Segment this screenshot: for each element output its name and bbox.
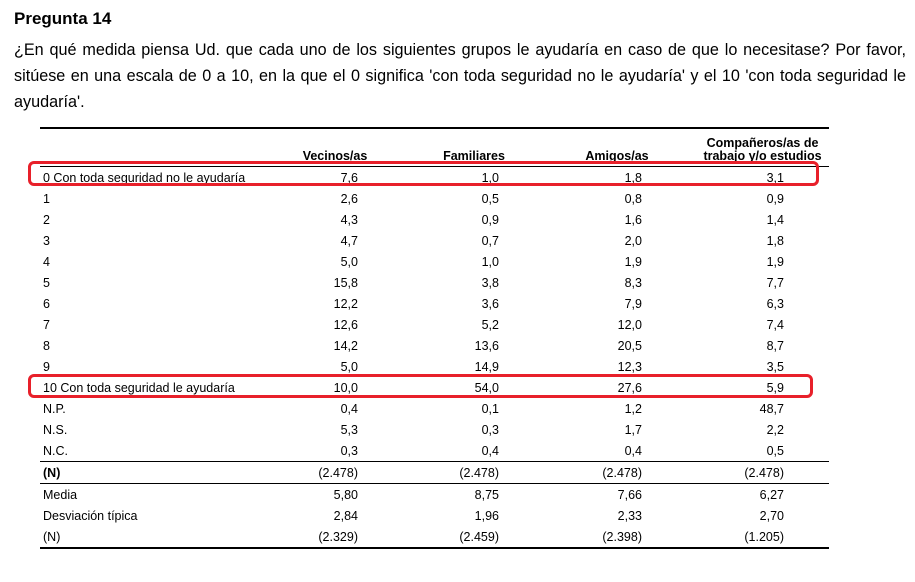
row-label: 5	[43, 276, 50, 290]
table-row	[40, 440, 829, 462]
cell-value: 0,4	[340, 402, 358, 416]
cell-value: 12,0	[617, 318, 642, 332]
cell-value: 6,3	[766, 297, 784, 311]
question-text: ¿En qué medida piensa Ud. que cada uno de los siguientes grupos le ayudaría en caso de que lo necesitase? Por favor, sitúese en una escala de 0 a 10, en la que el 0 significa 'con toda seguridad no le ayudaría' y el 10 'con toda seguridad le ayudaría'.	[14, 41, 906, 111]
cell-value: 1,9	[766, 255, 784, 269]
cell-value: (1.205)	[744, 530, 784, 544]
table-row	[40, 462, 829, 484]
cell-value: (2.478)	[744, 466, 784, 480]
table-row	[40, 314, 829, 335]
cell-value: 14,9	[474, 360, 499, 374]
cell-value: 5,0	[340, 255, 358, 269]
table-row	[40, 335, 829, 356]
row-label: 0 Con toda seguridad no le ayudaría	[43, 171, 246, 185]
table-row	[40, 209, 829, 230]
table-row	[40, 526, 829, 549]
cell-value: 12,3	[617, 360, 642, 374]
cell-value: 1,9	[624, 255, 642, 269]
cell-value: 12,6	[333, 318, 358, 332]
cell-value: 5,3	[340, 423, 358, 437]
table-row	[40, 398, 829, 419]
row-label: N.C.	[43, 444, 68, 458]
cell-value: 7,9	[624, 297, 642, 311]
cell-value: 2,2	[766, 423, 784, 437]
cell-value: 0,9	[481, 213, 499, 227]
cell-value: 7,6	[340, 171, 358, 185]
table-row	[40, 188, 829, 209]
row-label: 9	[43, 360, 50, 374]
cell-value: 0,8	[624, 192, 642, 206]
header-companeros: Compañeros/as de trabajo y/o estudios	[703, 137, 822, 163]
cell-value: 8,7	[766, 339, 784, 353]
row-label: (N)	[43, 466, 61, 480]
cell-value: 54,0	[474, 381, 499, 395]
cell-value: 7,7	[766, 276, 784, 290]
row-label: Media	[43, 488, 78, 502]
cell-value: 1,8	[624, 171, 642, 185]
cell-value: 2,70	[759, 509, 784, 523]
row-label: N.S.	[43, 423, 68, 437]
cell-value: 6,27	[759, 488, 784, 502]
cell-value: 1,2	[624, 402, 642, 416]
cell-value: 7,4	[766, 318, 784, 332]
highlight-box-row-0	[28, 161, 819, 186]
cell-value: 8,3	[624, 276, 642, 290]
cell-value: 1,0	[481, 255, 499, 269]
cell-value: 0,9	[766, 192, 784, 206]
cell-value: (2.398)	[602, 530, 642, 544]
row-label: 4	[43, 255, 50, 269]
cell-value: 0,4	[481, 444, 499, 458]
cell-value: (2.478)	[459, 466, 499, 480]
cell-value: 5,80	[333, 488, 358, 502]
cell-value: 5,2	[481, 318, 499, 332]
cell-value: 5,9	[766, 381, 784, 395]
cell-value: 3,8	[481, 276, 499, 290]
cell-value: 0,5	[766, 444, 784, 458]
table-body	[40, 166, 829, 549]
cell-value: 0,1	[481, 402, 499, 416]
results-table	[40, 127, 829, 549]
row-label: 2	[43, 213, 50, 227]
cell-value: 13,6	[474, 339, 499, 353]
cell-value: 7,66	[617, 488, 642, 502]
cell-value: 2,6	[340, 192, 358, 206]
cell-value: 1,7	[624, 423, 642, 437]
cell-value: 1,8	[766, 234, 784, 248]
cell-value: 3,1	[766, 171, 784, 185]
row-label: Desviación típica	[43, 509, 138, 523]
cell-value: 14,2	[333, 339, 358, 353]
row-label: 8	[43, 339, 50, 353]
cell-value: 48,7	[759, 402, 784, 416]
header-familiares: Familiares	[443, 149, 505, 163]
row-label: 6	[43, 297, 50, 311]
cell-value: 2,33	[617, 509, 642, 523]
row-label: 3	[43, 234, 50, 248]
cell-value: 0,3	[481, 423, 499, 437]
cell-value: 0,4	[624, 444, 642, 458]
cell-value: 0,5	[481, 192, 499, 206]
cell-value: 3,6	[481, 297, 499, 311]
cell-value: 1,4	[766, 213, 784, 227]
cell-value: 5,0	[340, 360, 358, 374]
row-label: 7	[43, 318, 50, 332]
row-label: N.P.	[43, 402, 66, 416]
cell-value: 0,3	[340, 444, 358, 458]
header-vecinos: Vecinos/as	[302, 149, 368, 163]
cell-value: 10,0	[333, 381, 358, 395]
cell-value: 12,2	[333, 297, 358, 311]
table-row	[40, 230, 829, 251]
cell-value: 27,6	[617, 381, 642, 395]
cell-value: 1,6	[624, 213, 642, 227]
cell-value: (2.478)	[602, 466, 642, 480]
table-row	[40, 484, 829, 505]
row-label: 1	[43, 192, 50, 206]
row-label: 10 Con toda seguridad le ayudaría	[43, 381, 235, 395]
cell-value: 15,8	[333, 276, 358, 290]
cell-value: 1,96	[474, 509, 499, 523]
table-row	[40, 272, 829, 293]
cell-value: 20,5	[617, 339, 642, 353]
cell-value: (2.329)	[318, 530, 358, 544]
cell-value: 2,84	[333, 509, 358, 523]
header-amigos: Amigos/as	[585, 149, 649, 163]
cell-value: 4,3	[340, 213, 358, 227]
table-row	[40, 419, 829, 440]
table-row	[40, 505, 829, 526]
highlight-box-row-10	[28, 374, 813, 398]
cell-value: 4,7	[340, 234, 358, 248]
cell-value: (2.478)	[318, 466, 358, 480]
table-row	[40, 251, 829, 272]
question-title: Pregunta 14	[14, 9, 112, 28]
cell-value: 2,0	[624, 234, 642, 248]
cell-value: 8,75	[474, 488, 499, 502]
cell-value: (2.459)	[459, 530, 499, 544]
cell-value: 3,5	[766, 360, 784, 374]
row-label: (N)	[43, 530, 61, 544]
cell-value: 0,7	[481, 234, 499, 248]
cell-value: 1,0	[481, 171, 499, 185]
table-row	[40, 293, 829, 314]
